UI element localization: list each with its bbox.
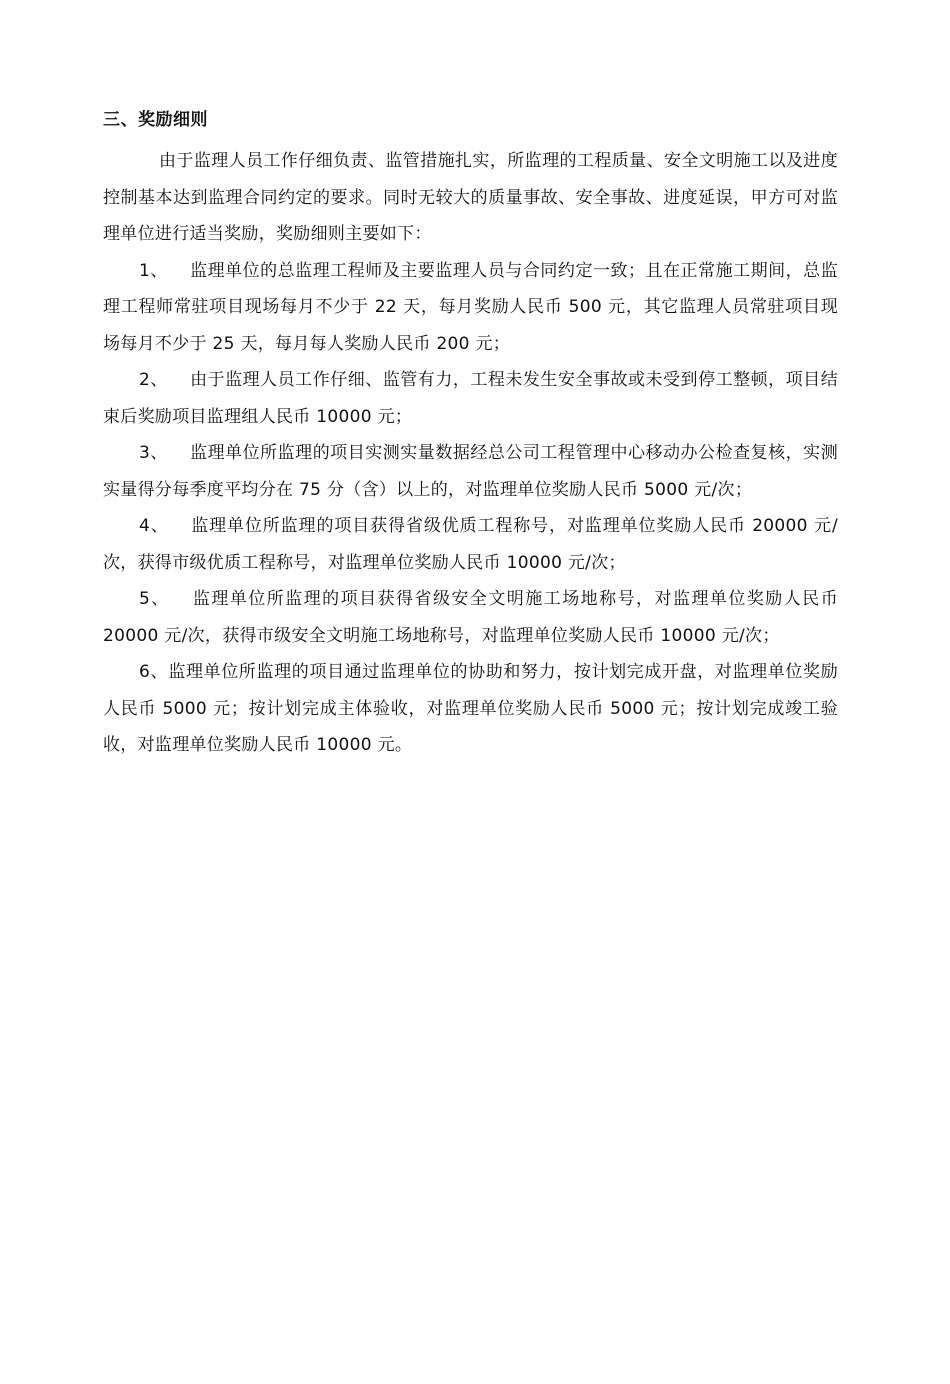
item-number: 4、 — [139, 516, 169, 536]
item-text: 监理单位所监理的项目获得省级安全文明施工场地称号，对监理单位奖励人民币 20000 元/次，获得市级安全文明施工场地称号，对监理单位奖励人民币 10000 元/次； — [103, 589, 838, 646]
item-text: 监理单位的总监理工程师及主要监理人员与合同约定一致；且在正常施工期间，总监理工程师常驻项目现场每月不少于 22 天，每月奖励人民币 500 元，其它监理人员常驻项目现场每月不少于 25 天，每月每人奖励人民币 200 元； — [103, 260, 838, 354]
reward-item-2 — [103, 362, 838, 435]
reward-item-5 — [103, 581, 838, 654]
item-text: 监理单位所监理的项目通过监理单位的协助和努力，按计划完成开盘，对监理单位奖励人民币 5000 元；按计划完成主体验收，对监理单位奖励人民币 5000 元；按计划完成竣工验收，对监理单位奖励人民币 10000 元。 — [103, 662, 838, 755]
intro-paragraph: 由于监理人员工作仔细负责、监管措施扎实，所监理的工程质量、安全文明施工以及进度控制基本达到监理合同约定的要求。同时无较大的质量事故、安全事故、进度延误，甲方可对监理单位进行适当奖励，奖励细则主要如下： — [103, 151, 838, 244]
section-heading: 三、奖励细则 — [103, 110, 208, 130]
item-text: 由于监理人员工作仔细、监管有力，工程未发生安全事故或未受到停工整顿，项目结束后奖励项目监理组人民币 10000 元； — [103, 370, 838, 427]
item-number: 2、 — [139, 370, 168, 390]
reward-item-1 — [103, 253, 838, 363]
item-number: 3、 — [139, 443, 168, 463]
item-number: 1、 — [139, 260, 168, 281]
item-text: 监理单位所监理的项目获得省级优质工程称号，对监理单位奖励人民币 20000 元/次，获得市级优质工程称号，对监理单位奖励人民币 10000 元/次； — [103, 516, 838, 573]
reward-item-4 — [103, 508, 838, 581]
item-text: 监理单位所监理的项目实测实量数据经总公司工程管理中心移动办公检查复核，实测实量得分每季度平均分在 75 分（含）以上的，对监理单位奖励人民币 5000 元/次； — [103, 443, 838, 500]
reward-item-3 — [103, 435, 838, 508]
item-number: 6、 — [139, 662, 169, 682]
reward-item-6 — [103, 654, 838, 764]
document-body — [103, 107, 838, 764]
item-number: 5、 — [139, 589, 170, 609]
